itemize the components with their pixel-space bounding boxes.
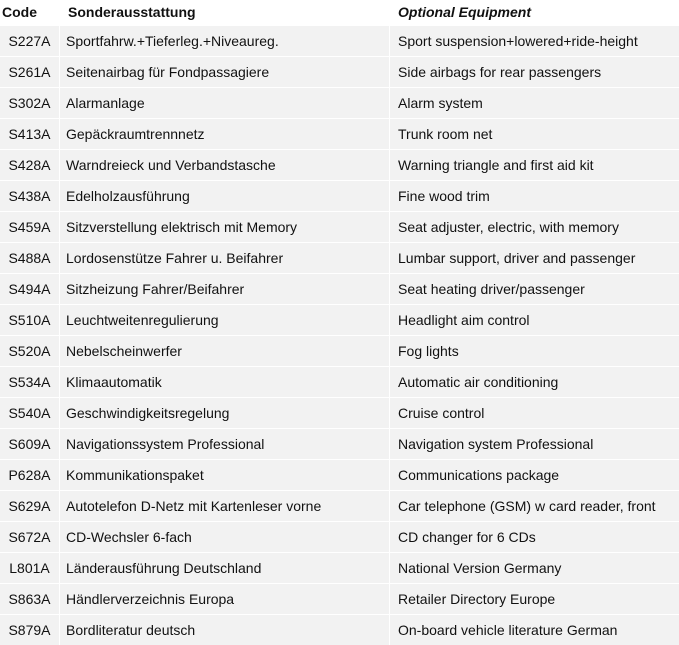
table-row [0, 459, 679, 490]
table-row [0, 149, 679, 180]
german-description-cell: Sitzheizung Fahrer/Beifahrer [60, 273, 390, 304]
table-row [0, 366, 679, 397]
german-description-cell: Autotelefon D-Netz mit Kartenleser vorne [60, 490, 390, 521]
header-code: Code [0, 0, 60, 25]
english-description-cell: On-board vehicle literature German [390, 614, 679, 645]
german-description-cell: Seitenairbag für Fondpassagiere [60, 56, 390, 87]
table-row [0, 552, 679, 583]
english-description-cell: Seat heating driver/passenger [390, 273, 679, 304]
english-description-cell: Navigation system Professional [390, 428, 679, 459]
english-description-cell: Fog lights [390, 335, 679, 366]
english-description-cell: Side airbags for rear passengers [390, 56, 679, 87]
option-code-cell: S261A [0, 56, 60, 87]
option-code-cell: S302A [0, 87, 60, 118]
english-description-cell: Retailer Directory Europe [390, 583, 679, 614]
option-code-cell: S879A [0, 614, 60, 645]
german-description-cell: Länderausführung Deutschland [60, 552, 390, 583]
german-description-cell: Alarmanlage [60, 87, 390, 118]
table-row [0, 118, 679, 149]
option-code-cell: S428A [0, 149, 60, 180]
option-code-cell: S520A [0, 335, 60, 366]
english-description-cell: Sport suspension+lowered+ride-height [390, 25, 679, 56]
german-description-cell: Lordosenstütze Fahrer u. Beifahrer [60, 242, 390, 273]
english-description-cell: CD changer for 6 CDs [390, 521, 679, 552]
option-code-cell: S413A [0, 118, 60, 149]
table-row [0, 56, 679, 87]
english-description-cell: Headlight aim control [390, 304, 679, 335]
english-description-cell: Communications package [390, 459, 679, 490]
english-description-cell: Fine wood trim [390, 180, 679, 211]
german-description-cell: Klimaautomatik [60, 366, 390, 397]
table-row [0, 397, 679, 428]
german-description-cell: Warndreieck und Verbandstasche [60, 149, 390, 180]
german-description-cell: Bordliteratur deutsch [60, 614, 390, 645]
english-description-cell: Car telephone (GSM) w card reader, front [390, 490, 679, 521]
table-row [0, 242, 679, 273]
german-description-cell: Händlerverzeichnis Europa [60, 583, 390, 614]
table-body [0, 25, 679, 645]
option-code-cell: S227A [0, 25, 60, 56]
option-code-cell: S438A [0, 180, 60, 211]
english-description-cell: Alarm system [390, 87, 679, 118]
option-code-cell: S540A [0, 397, 60, 428]
table-row [0, 87, 679, 118]
table-row [0, 211, 679, 242]
german-description-cell: Edelholzausführung [60, 180, 390, 211]
english-description-cell: National Version Germany [390, 552, 679, 583]
option-code-cell: S488A [0, 242, 60, 273]
option-code-cell: S672A [0, 521, 60, 552]
english-description-cell: Trunk room net [390, 118, 679, 149]
english-description-cell: Automatic air conditioning [390, 366, 679, 397]
table-row [0, 583, 679, 614]
table-row [0, 273, 679, 304]
english-description-cell: Seat adjuster, electric, with memory [390, 211, 679, 242]
option-code-cell: S863A [0, 583, 60, 614]
option-code-cell: S609A [0, 428, 60, 459]
table-row [0, 490, 679, 521]
german-description-cell: Gepäckraumtrennnetz [60, 118, 390, 149]
option-code-cell: S629A [0, 490, 60, 521]
option-code-cell: L801A [0, 552, 60, 583]
header-german: Sonderausstattung [60, 0, 390, 25]
german-description-cell: Geschwindigkeitsregelung [60, 397, 390, 428]
german-description-cell: Leuchtweitenregulierung [60, 304, 390, 335]
table-row [0, 428, 679, 459]
german-description-cell: Navigationssystem Professional [60, 428, 390, 459]
english-description-cell: Lumbar support, driver and passenger [390, 242, 679, 273]
option-code-cell: S510A [0, 304, 60, 335]
table-row [0, 180, 679, 211]
table-row [0, 614, 679, 645]
table-row [0, 304, 679, 335]
table-row [0, 335, 679, 366]
option-code-cell: S534A [0, 366, 60, 397]
german-description-cell: CD-Wechsler 6-fach [60, 521, 390, 552]
table-row [0, 25, 679, 56]
german-description-cell: Nebelscheinwerfer [60, 335, 390, 366]
english-description-cell: Warning triangle and first aid kit [390, 149, 679, 180]
english-description-cell: Cruise control [390, 397, 679, 428]
option-code-cell: P628A [0, 459, 60, 490]
table-row [0, 521, 679, 552]
german-description-cell: Sportfahrw.+Tieferleg.+Niveaureg. [60, 25, 390, 56]
option-code-cell: S459A [0, 211, 60, 242]
german-description-cell: Sitzverstellung elektrisch mit Memory [60, 211, 390, 242]
german-description-cell: Kommunikationspaket [60, 459, 390, 490]
option-code-cell: S494A [0, 273, 60, 304]
header-english: Optional Equipment [390, 0, 679, 25]
header-row [0, 0, 679, 25]
